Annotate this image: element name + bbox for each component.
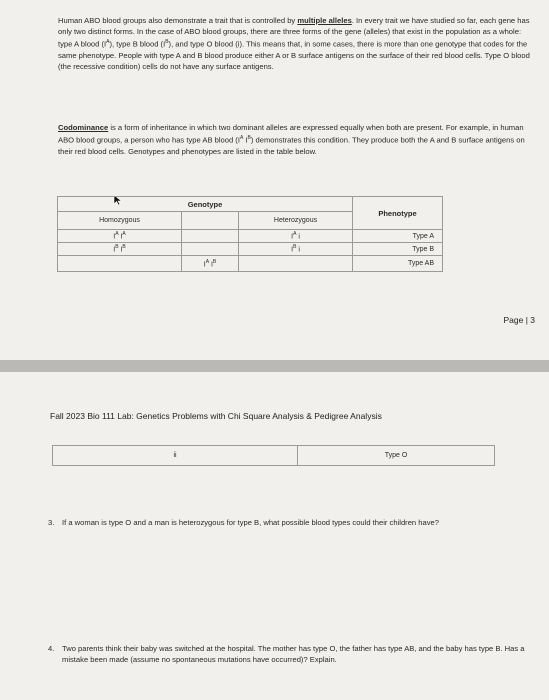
table-row: [58, 243, 443, 256]
phenotype-cell: Type A: [353, 230, 443, 243]
genotype-cell: ii: [53, 446, 298, 466]
homozygous-header: Homozygous: [58, 212, 182, 230]
genotype-cell: $I^A$ i: [239, 230, 353, 243]
multiple-alleles-paragraph: Human ABO blood groups also demonstrate a trait that is controlled by multiple alleles. In every trait we have studied so far, each gene has only two distinct forms. In the case of ABO blood groups, there are three forms of the gene (alleles) that exist in the population as a whole: type A blood $(I^A)$, type B blood $(I^B)$, and type O blood (i). This means that, in some cases, there is more than one genotype that codes for the same phenotype. People with type A and B blood produce either A or B surface antigens on the surface of their red blood cells. Type O blood (the recessive condition) cells do not have any surface antigens.: [58, 16, 530, 72]
genotype-cell: $I^B$ i: [239, 243, 353, 256]
table-row: [58, 230, 443, 243]
genotype-cell: $I^A$ $I^B$: [182, 256, 239, 272]
question-4: 4. Two parents think their baby was switched at the hospital. The mother has type O, the father has type AB, and the baby has type B. Has a mistake been made (assume no spontaneous mutations have occurred)? Explain.: [48, 644, 525, 664]
phenotype-header: Phenotype: [353, 197, 443, 230]
phenotype-cell: Type B: [353, 243, 443, 256]
genotype-phenotype-table: [57, 196, 443, 272]
multiple-alleles-term: multiple alleles: [297, 16, 352, 25]
page-title: Fall 2023 Bio 111 Lab: Genetics Problems with Chi Square Analysis & Pedigree Analysis: [50, 411, 382, 421]
question-3: 3. If a woman is type O and a man is heterozygous for type B, what possible blood types could their children have?: [48, 518, 439, 527]
page-number-footer: Page | 3: [503, 315, 535, 325]
phenotype-cell: Type O: [298, 446, 495, 466]
genotype-header: Genotype: [58, 197, 353, 212]
table-row: [58, 256, 443, 272]
table-row: [53, 446, 495, 466]
phenotype-cell: Type AB: [353, 256, 443, 272]
worksheet-page-4: [0, 372, 549, 700]
genotype-phenotype-table-continued: [52, 445, 495, 466]
genotype-cell: $I^A$ $I^A$: [58, 230, 182, 243]
heterozygous-header: Heterozygous: [239, 212, 353, 230]
codominance-paragraph: Codominance is a form of inheritance in which two dominant alleles are expressed equally when both are present. For example, in human ABO blood groups, a person who has type AB blood ($I^A$ $I^B$) demonstrates this condition. They produce both the A and B surface antigens on their red blood cells. Genotypes and phenotypes are listed in the table below.: [58, 123, 525, 156]
codominance-term: Codominance: [58, 123, 109, 132]
genotype-cell: $I^B$ $I^B$: [58, 243, 182, 256]
